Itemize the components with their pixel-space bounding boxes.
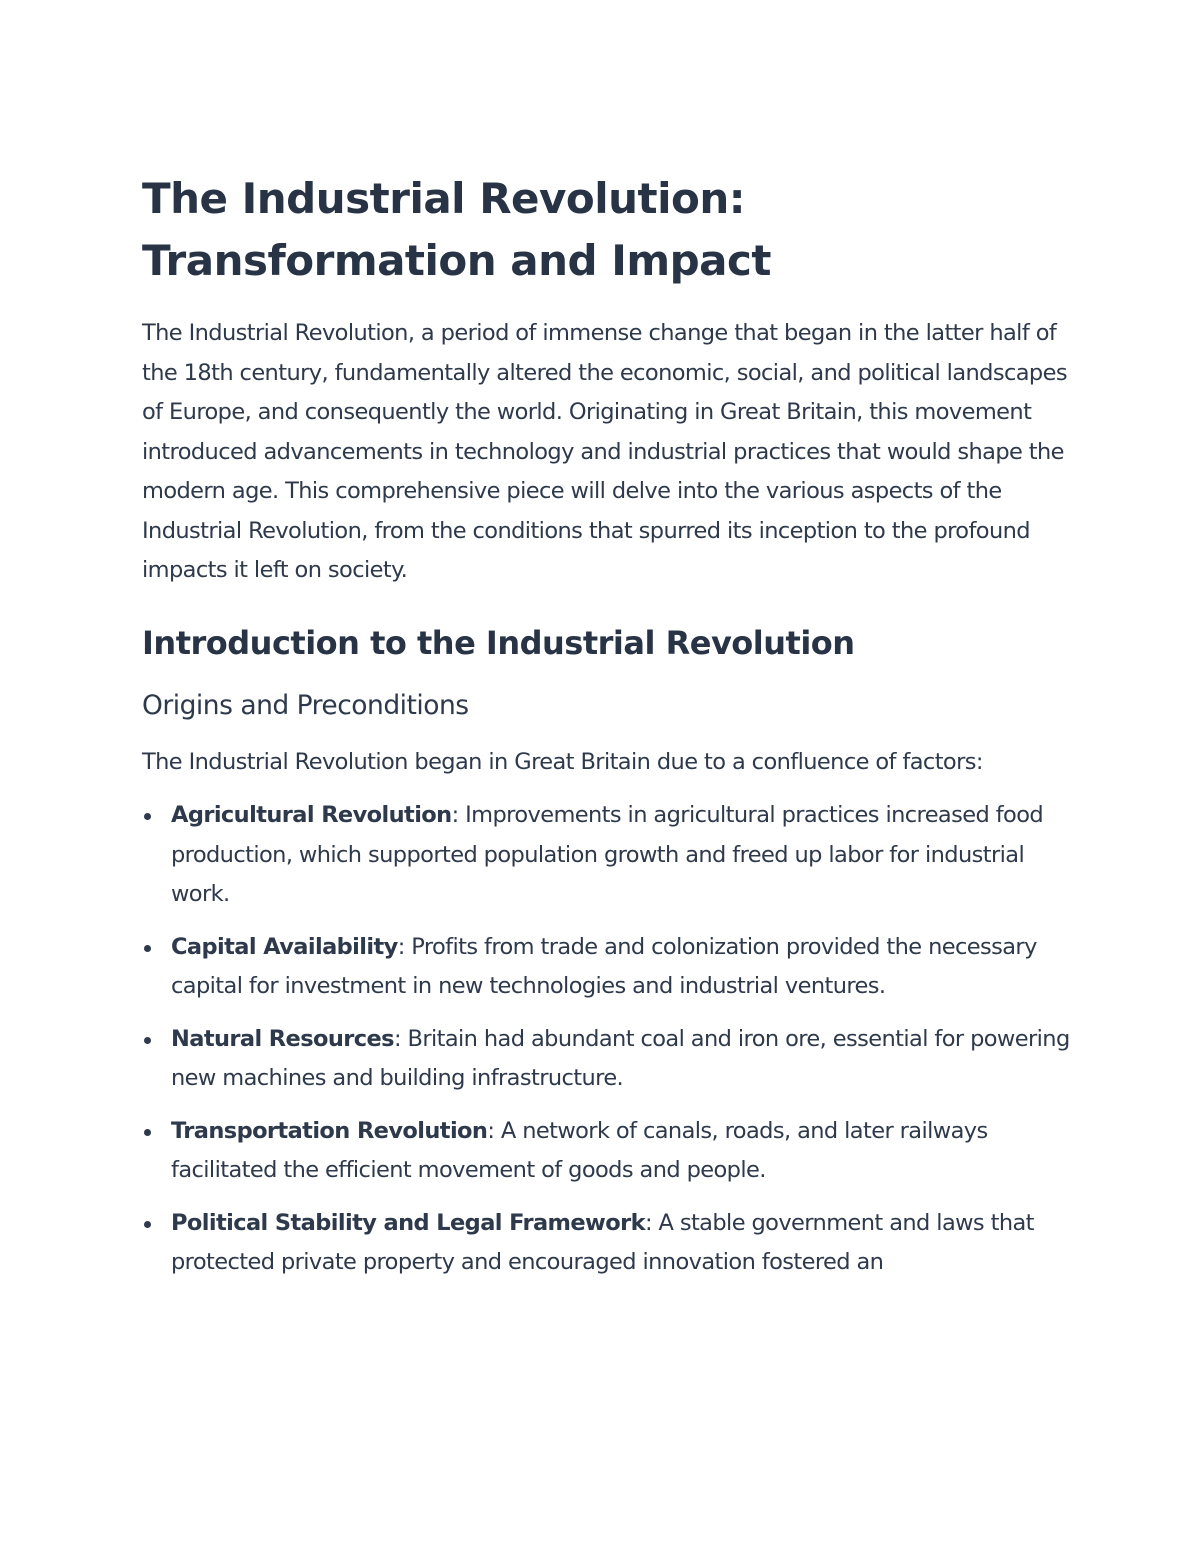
list-item [142, 796, 1072, 915]
bullet-icon [144, 813, 151, 820]
factors-lead-paragraph: The Industrial Revolution began in Great Britain due to a confluence of factors: [142, 748, 983, 775]
bullet-icon [144, 945, 151, 952]
factor-text: : Britain had abundant coal and iron ore, essential for powering new machines and building infrastructure. [171, 1025, 1070, 1091]
bullet-icon [144, 1037, 151, 1044]
factor-term: Natural Resources [171, 1025, 394, 1052]
list-item [142, 1204, 1072, 1283]
factor-text: : Profits from trade and colonization provided the necessary capital for investment in new technologies and industrial ventures. [171, 933, 1037, 999]
list-item [142, 1112, 1072, 1191]
document-title: The Industrial Revolution: Transformation and Impact [142, 174, 771, 285]
section-heading: Introduction to the Industrial Revolution [142, 623, 855, 662]
factor-term: Capital Availability [171, 933, 398, 960]
list-item [142, 928, 1072, 1007]
factor-term: Political Stability and Legal Framework [171, 1209, 645, 1236]
intro-paragraph: The Industrial Revolution, a period of immense change that began in the latter half of the 18th century, fundamentally altered the economic, social, and political landscapes of Europe, and consequently the world. Originating in Great Britain, this movement introduced advancements in technology and industrial practices that would shape the modern age. This comprehensive piece will delve into the various aspects of the Industrial Revolution, from the conditions that spurred its inception to the profound impacts it left on society. [142, 320, 1067, 583]
factors-list [142, 796, 1072, 1283]
factor-text: : A network of canals, roads, and later railways facilitated the efficient movement of goods and people. [171, 1117, 988, 1183]
list-item [142, 1020, 1072, 1099]
subsection-heading: Origins and Preconditions [142, 689, 469, 721]
factor-term: Agricultural Revolution [171, 802, 452, 828]
factor-term: Transportation Revolution [171, 1117, 488, 1144]
factor-text: : A stable government and laws that protected private property and encouraged innovation fostered an [171, 1209, 1034, 1275]
factor-text: : Improvements in agricultural practices increased food production, which supported population growth and freed up labor for industrial work. [171, 802, 1044, 907]
bullet-icon [144, 1129, 151, 1136]
bullet-icon [144, 1221, 151, 1228]
document-page [142, 168, 1072, 1296]
